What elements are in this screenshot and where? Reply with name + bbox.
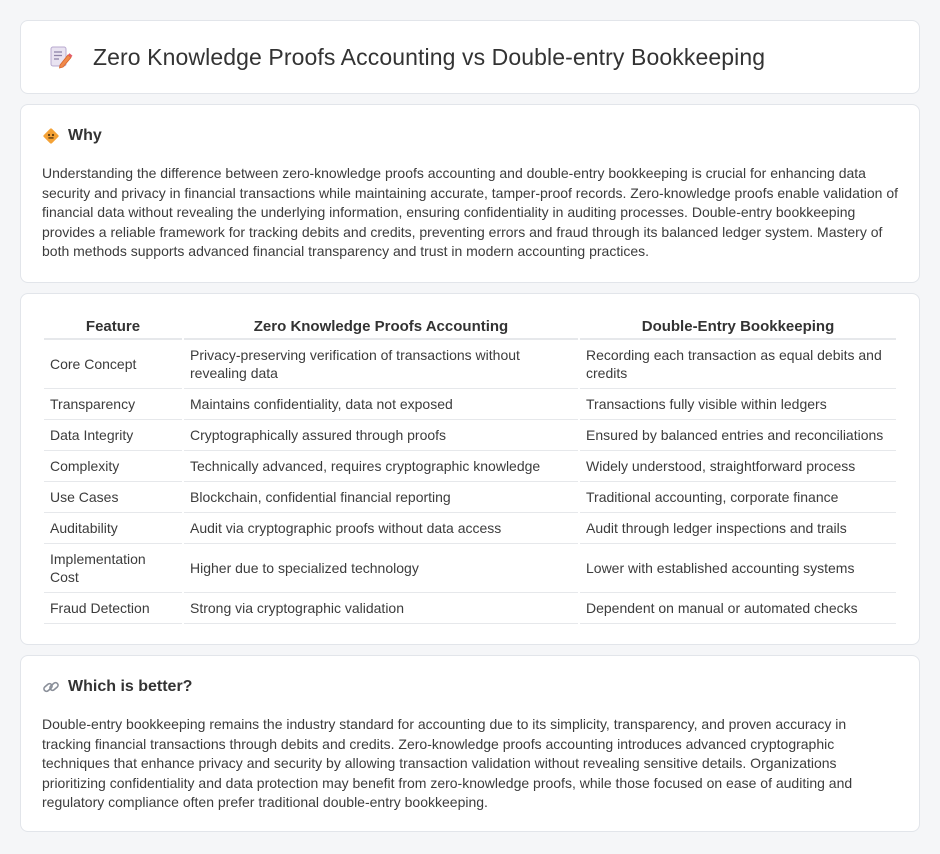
feature-cell: Core Concept — [44, 340, 182, 389]
title-card — [20, 20, 920, 94]
why-heading: Why — [68, 127, 102, 144]
feature-cell: Implementation Cost — [44, 544, 182, 593]
feature-cell: Auditability — [44, 513, 182, 544]
which-better-heading: Which is better? — [68, 678, 193, 695]
double-entry-cell: Recording each transaction as equal debits and credits — [580, 340, 896, 389]
table-row — [44, 513, 896, 544]
zkp-cell: Higher due to specialized technology — [184, 544, 578, 593]
feature-cell: Complexity — [44, 451, 182, 482]
table-row — [44, 389, 896, 420]
which-better-text: Double-entry bookkeeping remains the industry standard for accounting due to its simplicity, transparency, and proven accuracy in tracking financial transactions through debits and credits. Zero-knowledge proofs accounting introduces advanced cryptographic techniques that enhance privacy and security by allowing transaction validation without revealing sensitive details. Organizations prioritizing confidentiality and data protection may benefit from zero-knowledge proofs, while those focused on ease of auditing and regulatory compliance often prefer traditional double-entry bookkeeping. — [42, 716, 853, 810]
double-entry-cell: Ensured by balanced entries and reconciliations — [580, 420, 896, 451]
table-row — [44, 544, 896, 593]
double-entry-cell: Traditional accounting, corporate finance — [580, 482, 896, 513]
zkp-cell: Technically advanced, requires cryptographic knowledge — [184, 451, 578, 482]
which-better-section — [20, 655, 920, 832]
table-row — [44, 593, 896, 624]
double-entry-cell: Transactions fully visible within ledgers — [580, 389, 896, 420]
table-header-row — [44, 314, 896, 340]
why-text: Understanding the difference between zero-knowledge proofs accounting and double-entry bookkeeping is crucial for enhancing data security and privacy in financial transactions while maintaining accurate, tamper-proof records. Zero-knowledge proofs enable validation of financial data without revealing the underlying information, ensuring confidentiality in auditing processes. Double-entry bookkeeping provides a reliable framework for tracking debits and credits, preventing errors and fraud through its balanced ledger system. Mastery of both methods supports advanced financial transparency and trust in modern accounting practices. — [42, 165, 898, 259]
zkp-cell: Strong via cryptographic validation — [184, 593, 578, 624]
feature-cell: Fraud Detection — [44, 593, 182, 624]
double-entry-cell: Dependent on manual or automated checks — [580, 593, 896, 624]
page-title: Zero Knowledge Proofs Accounting vs Double-entry Bookkeeping — [93, 43, 766, 70]
document-pencil-icon — [47, 44, 73, 70]
diamond-warning-icon — [42, 127, 60, 145]
double-entry-cell: Widely understood, straightforward process — [580, 451, 896, 482]
feature-cell: Use Cases — [44, 482, 182, 513]
feature-cell: Transparency — [44, 389, 182, 420]
comparison-section — [20, 293, 920, 645]
feature-cell: Data Integrity — [44, 420, 182, 451]
table-row — [44, 451, 896, 482]
comparison-table — [42, 314, 898, 624]
link-icon — [42, 678, 60, 696]
zkp-cell: Audit via cryptographic proofs without data access — [184, 513, 578, 544]
table-row — [44, 482, 896, 513]
which-better-header — [42, 678, 898, 696]
column-header-feature: Feature — [44, 314, 182, 340]
zkp-cell: Maintains confidentiality, data not exposed — [184, 389, 578, 420]
double-entry-cell: Audit through ledger inspections and trails — [580, 513, 896, 544]
zkp-cell: Privacy-preserving verification of transactions without revealing data — [184, 340, 578, 389]
why-section — [20, 104, 920, 283]
column-header-double-entry: Double-Entry Bookkeeping — [580, 314, 896, 340]
column-header-zkp: Zero Knowledge Proofs Accounting — [184, 314, 578, 340]
table-row — [44, 340, 896, 389]
zkp-cell: Blockchain, confidential financial reporting — [184, 482, 578, 513]
table-row — [44, 420, 896, 451]
double-entry-cell: Lower with established accounting systems — [580, 544, 896, 593]
zkp-cell: Cryptographically assured through proofs — [184, 420, 578, 451]
why-header — [42, 127, 898, 145]
